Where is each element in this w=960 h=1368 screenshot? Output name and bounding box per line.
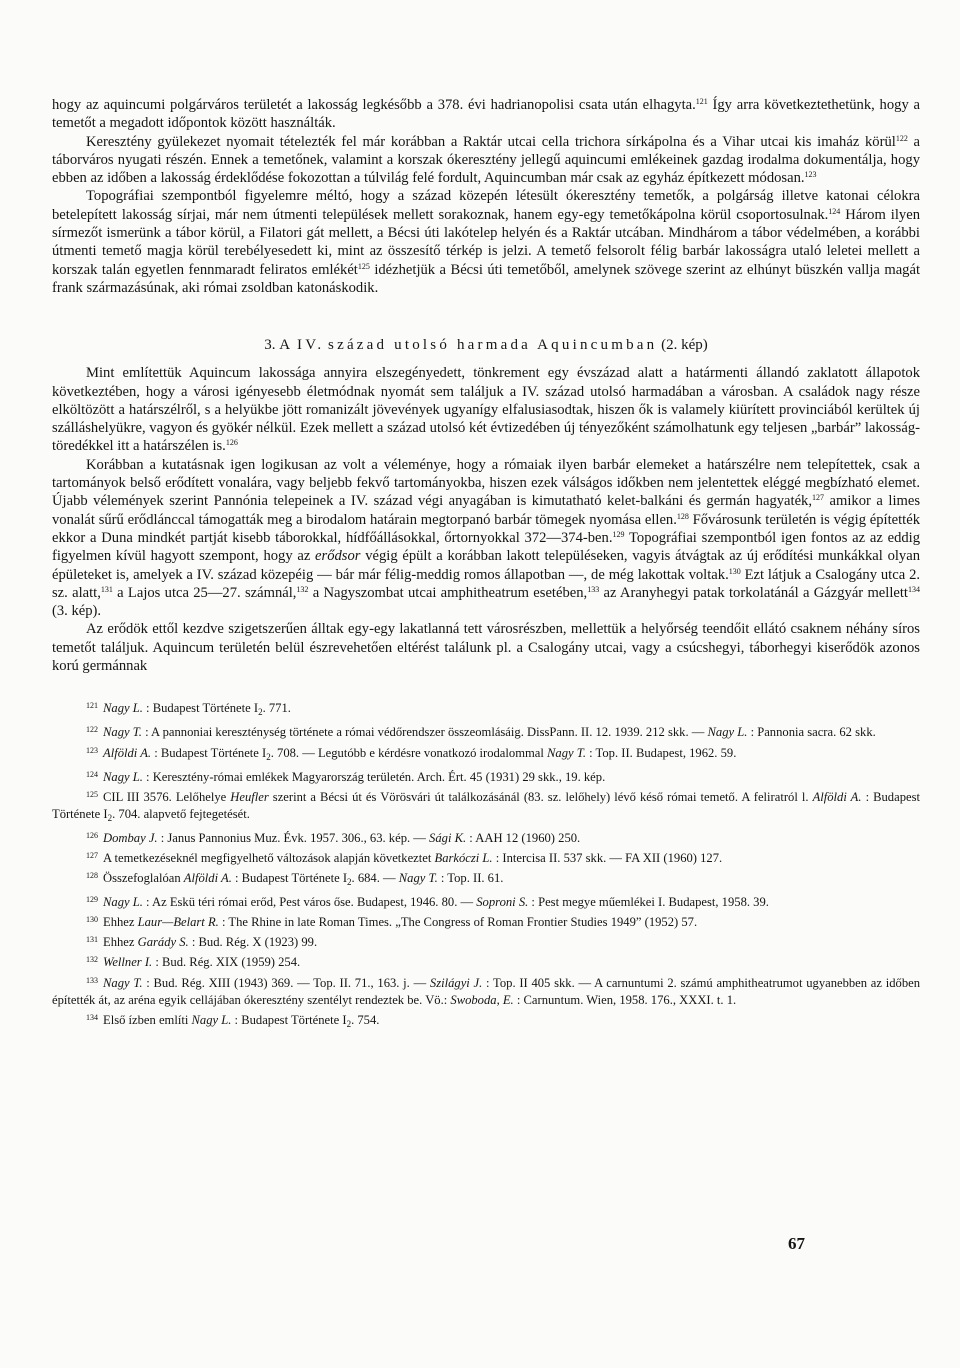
footnotes [52,697,920,1033]
footnote-text: : Budapest Története I [52,789,920,821]
paragraph [52,620,920,675]
footnote-text: . 704. alapvető fejtegetését. [112,806,250,821]
footnote [52,951,920,971]
footnote-author: Nagy T. [103,975,143,990]
footnote-number: 126 [86,830,98,840]
footnote-text: : Carnuntum. Wien, 1958. 176., XXXI. t. 1. [516,992,737,1007]
footnote-text: A temetkezéseknél megfigyelhető változások alapján következtet [103,850,432,865]
footnote-author: Nagy L. [707,725,748,740]
footnote-author: Wellner I. [103,955,153,970]
page-number: 67 [788,1234,805,1253]
footnote-number: 128 [86,871,98,881]
text-run: Ezt látjuk a Csalogány utca 2. sz. alatt, [52,566,921,601]
footnote [52,721,920,741]
footnote [52,786,920,827]
text-run: Topográfiai szempontból figyelemre méltó, hogy a század közepén létesült ókeresztény temetők, a polgárság illetve katonai célokra betelepített lakosság sírjai, már nem útmenti települések mellett sorakoznak, hanem egy-egy temetőkápolna körül csoportosulnak. [52,188,920,223]
footnote-ref: 129 [612,529,625,539]
text-run: végig épült a korábban lakott településeken, vagyis átvágtak az új erődítési munkákkal olyan épületeket is, amelyek a IV. század közepéig — bár már félig-meddig romos állapotban —, de még lakottak voltak. [52,548,920,583]
text-run: hogy az aquincumi polgárváros területét a lakosság legkésőbb a 378. évi hadrianopolisi csata után elhagyta. [52,97,696,113]
text-run: Topográfiai szempontból igen fontos az az eddig figyelmen kívül hagyott szempont, hogy az [52,529,921,565]
footnote-text: : AAH 12 (1960) 250. [469,830,581,845]
footnote-author: Alföldi A. [812,789,862,804]
footnote [52,911,920,931]
footnote [52,742,920,766]
footnote-text: : Budapest Története I [146,701,259,716]
paragraph [52,96,920,133]
footnote [52,847,920,867]
footnote-text: : Top. II. 61. [440,871,504,886]
footnote [52,697,920,721]
footnote-number: 127 [86,850,98,860]
heading-figure-ref: (2. kép) [661,337,708,354]
paragraph [52,187,920,297]
footnote-number: 123 [86,745,98,755]
footnote-text: : Pest megye műemlékei I. Budapest, 1958. 39. [531,895,769,910]
footnote-author: Garády S. [137,935,189,950]
footnote-author: Nagy L. [103,895,143,910]
paragraph [52,364,920,455]
footnote-ref: 121 [695,97,708,106]
footnote-text: Ehhez [103,915,135,930]
footnote-author: Nagy T. [547,745,586,760]
footnote-ref: 124 [828,206,841,216]
footnote-text: : Budapest Története I [235,871,348,886]
footnote-number: 134 [86,1012,98,1022]
footnote-text: : A pannoniai kereszténység története a római védőrendszer összeomlásáig. DissPann. II. 12. 1939. 212 skk. — [145,725,705,740]
text-run: Így arra következtethetünk, hogy a temetőt a megadott időpontok között használták. [52,97,920,132]
footnote-number: 121 [86,701,98,711]
footnote-text: : Budapest Története I [234,1012,347,1027]
footnote-ref: 133 [587,584,600,594]
footnote-author: Nagy L. [103,701,143,716]
footnote-text: : Bud. Rég. XIII (1943) 369. — Top. II. 71., 163. j. — [146,975,427,990]
footnote-text: Összefoglalóan [103,871,181,886]
text-run: Keresztény gyülekezet nyomait tételezték fel már korábban a Raktár utcai cella trichora sírkápolna és a Vihar utcai kis imaház körül [86,133,896,150]
heading-number: 3. [264,337,276,354]
footnote-text: : The Rhine in late Roman Times. „The Congress of Roman Frontier Studies 1949” (1952) 57. [221,915,698,930]
text-run: Mint említettük Aquincum lakossága annyira elszegényedett, tönkrement egy évszázad alatt a határmenti állandó zaklatott állapotok következtében, hogy a városi igényesebb életmódnak nyomát sem találjuk a IV. század utolsó harmadában a városban. A családok nagy része elköltözött a határszélről, s a helyükbe jött romanizált jövevények ugyanígy elfalusiasodtak, hiszen ők is valamely kiürített provinciából kerültek új szálláshelyükre, vagyon és gyökér nélkül. Ezek mellett a század utolsó két évtizedében új tényezőként számolhatunk egy teljesen „barbár” lakosság-töredékkel itt a határszélen is. [52,365,920,455]
footnote-number: 124 [86,769,98,779]
text-run: a Nagyszombat utcai amphitheatrum esetében, [312,584,588,601]
footnote-number: 122 [86,725,98,735]
footnote [52,766,920,786]
footnote-text: . 754. [351,1012,380,1027]
footnote [52,827,920,847]
body-bottom [52,364,920,675]
footnote-ref: 127 [812,493,825,503]
text-run: Fővárosunk területén is végig építették ekkor a Duna mindkét partját kisebb táborokkal, hídfőállásokkal, őrtornyokkal 372—374-ben. [52,511,920,546]
text-run: amikor a limes vonalát sűrű erődlánccal támogatták meg a birodalom határain megtorpanó barbár tömegek nyomása ellen. [52,493,921,528]
footnote-author: Soproni S. [476,895,529,910]
footnote-author: Alföldi A. [103,745,152,760]
footnote-ref: 131 [100,584,113,594]
footnote-ref: 126 [225,438,238,448]
paragraph [52,456,920,621]
footnote-author: Nagy T. [103,725,142,740]
footnote-author: Alföldi A. [183,871,232,886]
footnote-text: : Az Eskü téri római erőd, Pest város őse. Budapest, 1946. 80. — [146,895,474,910]
footnote-text: . 771. [262,701,291,716]
footnote-text: : Intercisa II. 537 skk. — FA XII (1960) 127. [495,850,723,865]
text-run: Az erődök ettől kezdve szigetszerűen álltak egy-egy lakatlanná tett városrészben, mellettük a helyőrség teendőit ellátó csaknem néhány síros temetőt találjuk. Aquincum területén belül észrevehetően eltérést találunk pl. a Csalogány utcai, vagy a csúcshegyi, táborhegyi kiserődök azonos korú germánnak [52,621,920,675]
footnote-text: : Top. II 405 skk. — A carnuntumi 2. számú amphitheatrumot ugyanebben az időben építették át, az aréna egyik cellájában ókeresztény szentélyt rendeztek be. Vö.: [52,975,921,1007]
subscript: 2 [266,751,271,762]
footnote-text: : Janus Pannonius Muz. Évk. 1957. 306., 63. kép. — [160,830,426,845]
heading-title: század utolsó harmada Aquincumban [328,337,658,354]
footnote-text: CIL III 3576. Lelőhelye [103,789,227,804]
footnote-text: : Keresztény-római emlékek Magyarország területén. Arch. Ért. 45 (1931) 29 skk., 19. kép. [146,769,606,784]
footnote-number: 131 [86,935,98,945]
footnote-author: Nagy L. [103,769,143,784]
text-run: az Aranyhegyi patak torkolatánál a Gázgyár mellett [603,584,908,601]
footnote [52,891,920,911]
subscript: 2 [346,1018,352,1029]
footnote-author: Heufler [230,789,269,804]
paragraph [52,133,920,188]
text-run: a Lajos utca 25—27. számnál, [117,584,297,601]
footnote-ref: 122 [895,133,908,143]
footnote-author: Laur—Belart R. [137,915,219,930]
footnote [52,972,920,1009]
footnote [52,931,920,951]
footnote-author: Nagy T. [398,871,438,886]
footnote-text: szerint a Bécsi út és Vörösvári út találkozásánál (83. sz. lelőhely) lévő késő római temető. A feliratról l. [272,789,809,804]
footnote-text: : Budapest Története I [154,745,267,760]
text-run: Korábban a kutatásnak igen logikusan az volt a véleménye, hogy a rómaiak ilyen barbár elemeket a határszélre nem telepítettek, csak a tartományok belső erődített vonalára, vagy beljebb fekvő tartományokba, hiszen ezek válságos időkben nem jelentettek eléggé megbízható elemet. Újabb vélemények szerint Pannónia telepeinek a IV. század végi anyagában is kimutatható kelet-balkáni és germán hagyaték, [52,456,920,510]
footnote-author: Nagy L. [191,1012,232,1027]
footnote-author: Sági K. [429,830,467,845]
footnote-ref: 134 [907,584,920,594]
footnote-ref: 123 [804,170,817,180]
footnote-text: : Bud. Rég. XIX (1959) 254. [155,955,301,970]
subscript: 2 [107,812,113,823]
italic-term: erődsor [315,548,361,565]
footnote-number: 132 [86,955,98,965]
footnote-text: Első ízben említi [103,1012,189,1027]
footnote [52,1009,920,1033]
footnote-ref: 125 [357,261,370,271]
footnote-text: . 708. — Legutóbb e kérdésre vonatkozó irodalommal [270,745,544,760]
footnote-author: Dombay J. [103,830,158,845]
text-run: a táborváros nyugati részén. Ennek a temetőnek, valamint a korszak ókeresztény jellegű aquincumi emlékeinek gazdag irodalma dokumentálja, hogy ebben az időben a lakosság érdeklődése fokozottan a túlvilág felé fordult, Aquincumban már csak az egyház építkezett módosan. [52,133,920,187]
text-run: idézhetjük a Bécsi úti temetőből, amelynek szövege szerint az elhúnyt büszkén vallja magát frank származásúnak, aki római zsoldban katonáskodik. [52,261,920,296]
text-run: (3. kép). [52,603,102,620]
footnote-author: Barkóczi L. [434,850,493,865]
footnote-text: : Pannonia sacra. 62 skk. [750,725,876,740]
section-heading [52,337,920,354]
footnote-text: : Top. II. Budapest, 1962. 59. [589,745,737,760]
footnote-text: . 684. — [351,871,396,886]
subscript: 2 [258,707,263,718]
footnote-ref: 132 [296,584,309,594]
heading-word: A [279,337,294,354]
footnote-ref: 128 [676,511,689,521]
heading-word: IV. [297,337,325,354]
body-top [52,96,920,297]
page-content [52,96,920,1033]
footnote-text: Ehhez [103,935,135,950]
footnote [52,867,920,891]
footnote-number: 130 [86,915,98,925]
footnote-number: 133 [86,975,98,985]
footnote-number: 125 [86,789,98,799]
footnote-number: 129 [86,895,98,905]
footnote-ref: 130 [728,566,741,576]
subscript: 2 [347,877,352,888]
footnote-author: Szilágyi J. [429,975,483,990]
footnote-author: Swoboda, E. [450,992,514,1007]
text-run: Három ilyen sírmezőt ismerünk a tábor körül, a Filatori gát mellett, a Bécsi úti lakótelep helyén és a Raktár utcában. Mindhárom a tábor védelmében, a korábbi útmenti temető magja körül terebélyesedett ki, mint az összesítő térkép is jelzi. A temető felsorolt félig barbár lakosságra utaló leletei mellett a korszak talán egyetlen fennmaradt feliratos emlékét [52,206,920,278]
footnote-text: : Bud. Rég. X (1923) 99. [191,935,318,950]
